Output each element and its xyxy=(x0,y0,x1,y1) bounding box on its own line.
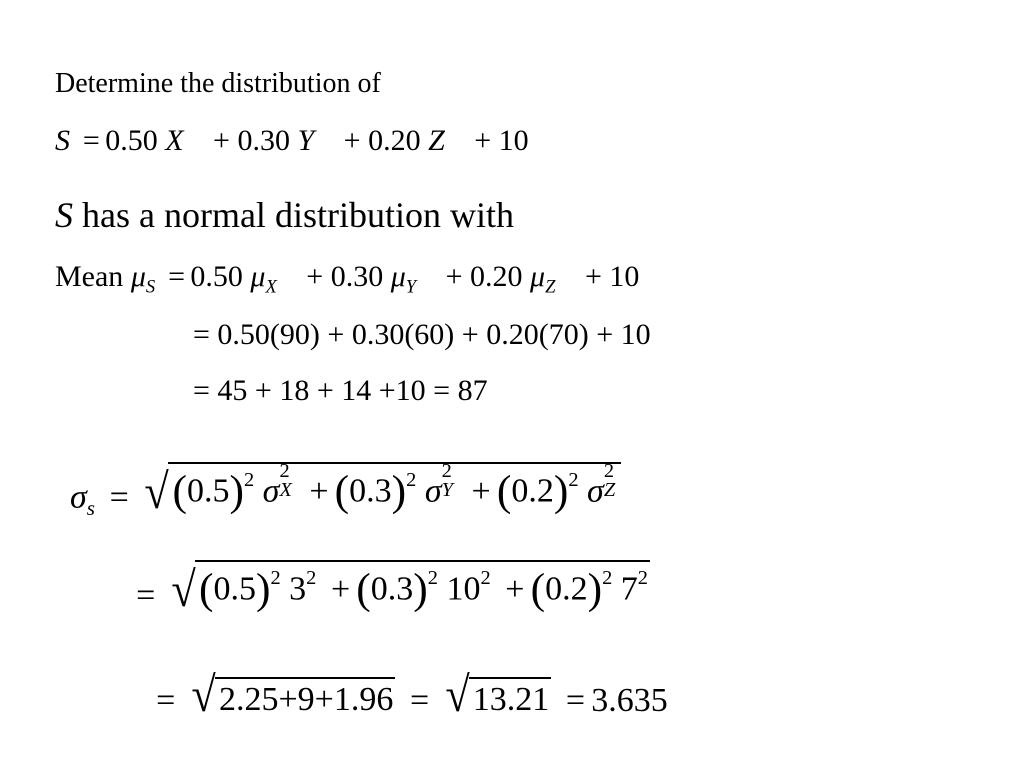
plus-1: + xyxy=(213,124,230,157)
square-root xyxy=(444,667,552,722)
mu-symbol: μ xyxy=(390,260,406,293)
sub-z: Z xyxy=(603,478,616,501)
coef-c: 0.2 xyxy=(545,570,588,608)
exp: 2 xyxy=(270,567,281,590)
intro-label: Determine the distribution of xyxy=(55,68,381,99)
equals-sign: = xyxy=(168,260,185,293)
exp: 2 xyxy=(441,460,452,483)
coef-b: 0.3 xyxy=(349,472,392,510)
plus-constant: + 10 xyxy=(584,260,640,293)
exp: 2 xyxy=(279,460,290,483)
var-x: X xyxy=(165,124,184,157)
sd-x: 3 xyxy=(289,570,307,608)
sub-s: s xyxy=(86,496,95,521)
var-s: S xyxy=(55,124,70,157)
equals-sign: = xyxy=(136,576,156,614)
exp: 2 xyxy=(427,567,438,590)
mu-symbol: μ xyxy=(130,260,146,293)
var-s: S xyxy=(55,195,73,235)
sd-substitution xyxy=(130,560,650,615)
sigma-symbol: σ xyxy=(70,478,87,516)
mean-substitution-text: = 0.50(90) + 0.30(60) + 0.20(70) + 10 xyxy=(193,318,651,351)
normal-text: has a normal distribution with xyxy=(73,195,514,235)
normal-statement xyxy=(55,194,514,236)
coef-a: 0.5 xyxy=(213,570,256,608)
plus: + xyxy=(505,570,525,608)
mean-result-text: = 45 + 18 + 14 +10 = 87 xyxy=(193,374,488,407)
sigma-symbol: σ xyxy=(424,472,442,510)
square-root xyxy=(143,460,621,519)
radical-sign: √ xyxy=(191,667,216,722)
plus: + xyxy=(330,570,351,608)
square-root xyxy=(190,667,395,722)
exp: 2 xyxy=(602,567,613,590)
linear-combination xyxy=(55,124,529,158)
exp: 2 xyxy=(568,469,579,492)
sd-result xyxy=(150,667,668,722)
exp: 2 xyxy=(480,567,491,590)
mean-formula xyxy=(55,260,639,299)
plus: + xyxy=(471,472,491,510)
coef-x: 0.50 xyxy=(190,260,243,293)
coef-a: 0.5 xyxy=(186,472,230,510)
sub-y: Y xyxy=(441,478,453,501)
equals-sign: = xyxy=(82,124,100,157)
sd-formula xyxy=(70,462,621,521)
plus-coef-z: + 0.20 xyxy=(445,260,523,293)
coef-y: 0.30 xyxy=(237,124,290,157)
sd-z: 7 xyxy=(620,570,638,608)
sub-y: Y xyxy=(405,276,417,298)
radicand-total: 13.21 xyxy=(469,677,552,719)
exp: 2 xyxy=(637,567,648,590)
sub-s: S xyxy=(145,276,156,298)
constant: 10 xyxy=(498,124,529,157)
radicand: $(0.5)^2$ $3^2 + (0.3)^2$ $10^2 + (0.2)^2$ $7^2$ xyxy=(195,560,650,614)
sub-x: X xyxy=(279,478,292,501)
radical-sign: √ xyxy=(445,667,470,722)
mean-label: Mean xyxy=(55,260,124,293)
equals-sign: = xyxy=(109,478,129,516)
sigma-symbol: σ xyxy=(262,472,280,510)
var-z: Z xyxy=(428,124,445,157)
plus-coef-y: + 0.30 xyxy=(306,260,384,293)
sub-z: Z xyxy=(545,276,556,298)
plus-2: + xyxy=(343,124,361,157)
square-root xyxy=(170,560,650,617)
coef-b: 0.3 xyxy=(370,570,414,608)
radicand-sum: 2.25+9+1.96 xyxy=(215,677,395,719)
sub-x: X xyxy=(265,276,277,298)
plus-3: + xyxy=(474,124,492,157)
intro-text xyxy=(55,68,381,100)
exp: 2 xyxy=(406,469,417,492)
plus: + xyxy=(309,472,329,510)
radical-sign: √ xyxy=(171,561,196,617)
sd-y: 10 xyxy=(446,570,481,608)
mu-symbol: μ xyxy=(530,260,546,293)
equals-sign: = xyxy=(156,682,176,719)
radical-sign: √ xyxy=(144,463,170,519)
exp: 2 xyxy=(306,567,317,590)
mean-result xyxy=(193,374,488,408)
exp: 2 xyxy=(603,460,615,483)
sd-value: 3.635 xyxy=(591,682,668,719)
var-y: Y xyxy=(297,124,315,157)
coef-z: 0.20 xyxy=(368,124,421,157)
radicand: $(0.5)^2$ σ 2 X + $(0.3)^2$ σ 2 Y + $(0.2)^2$ σ 2 Z xyxy=(168,462,621,516)
mean-substitution xyxy=(193,318,651,352)
exp: 2 xyxy=(243,469,255,492)
coef-c: 0.2 xyxy=(511,472,554,510)
coef-x: 0.50 xyxy=(105,124,158,157)
sigma-symbol: σ xyxy=(587,472,604,510)
mu-symbol: μ xyxy=(250,260,266,293)
equals-sign: = xyxy=(409,682,430,719)
equals-sign: = xyxy=(565,682,586,719)
